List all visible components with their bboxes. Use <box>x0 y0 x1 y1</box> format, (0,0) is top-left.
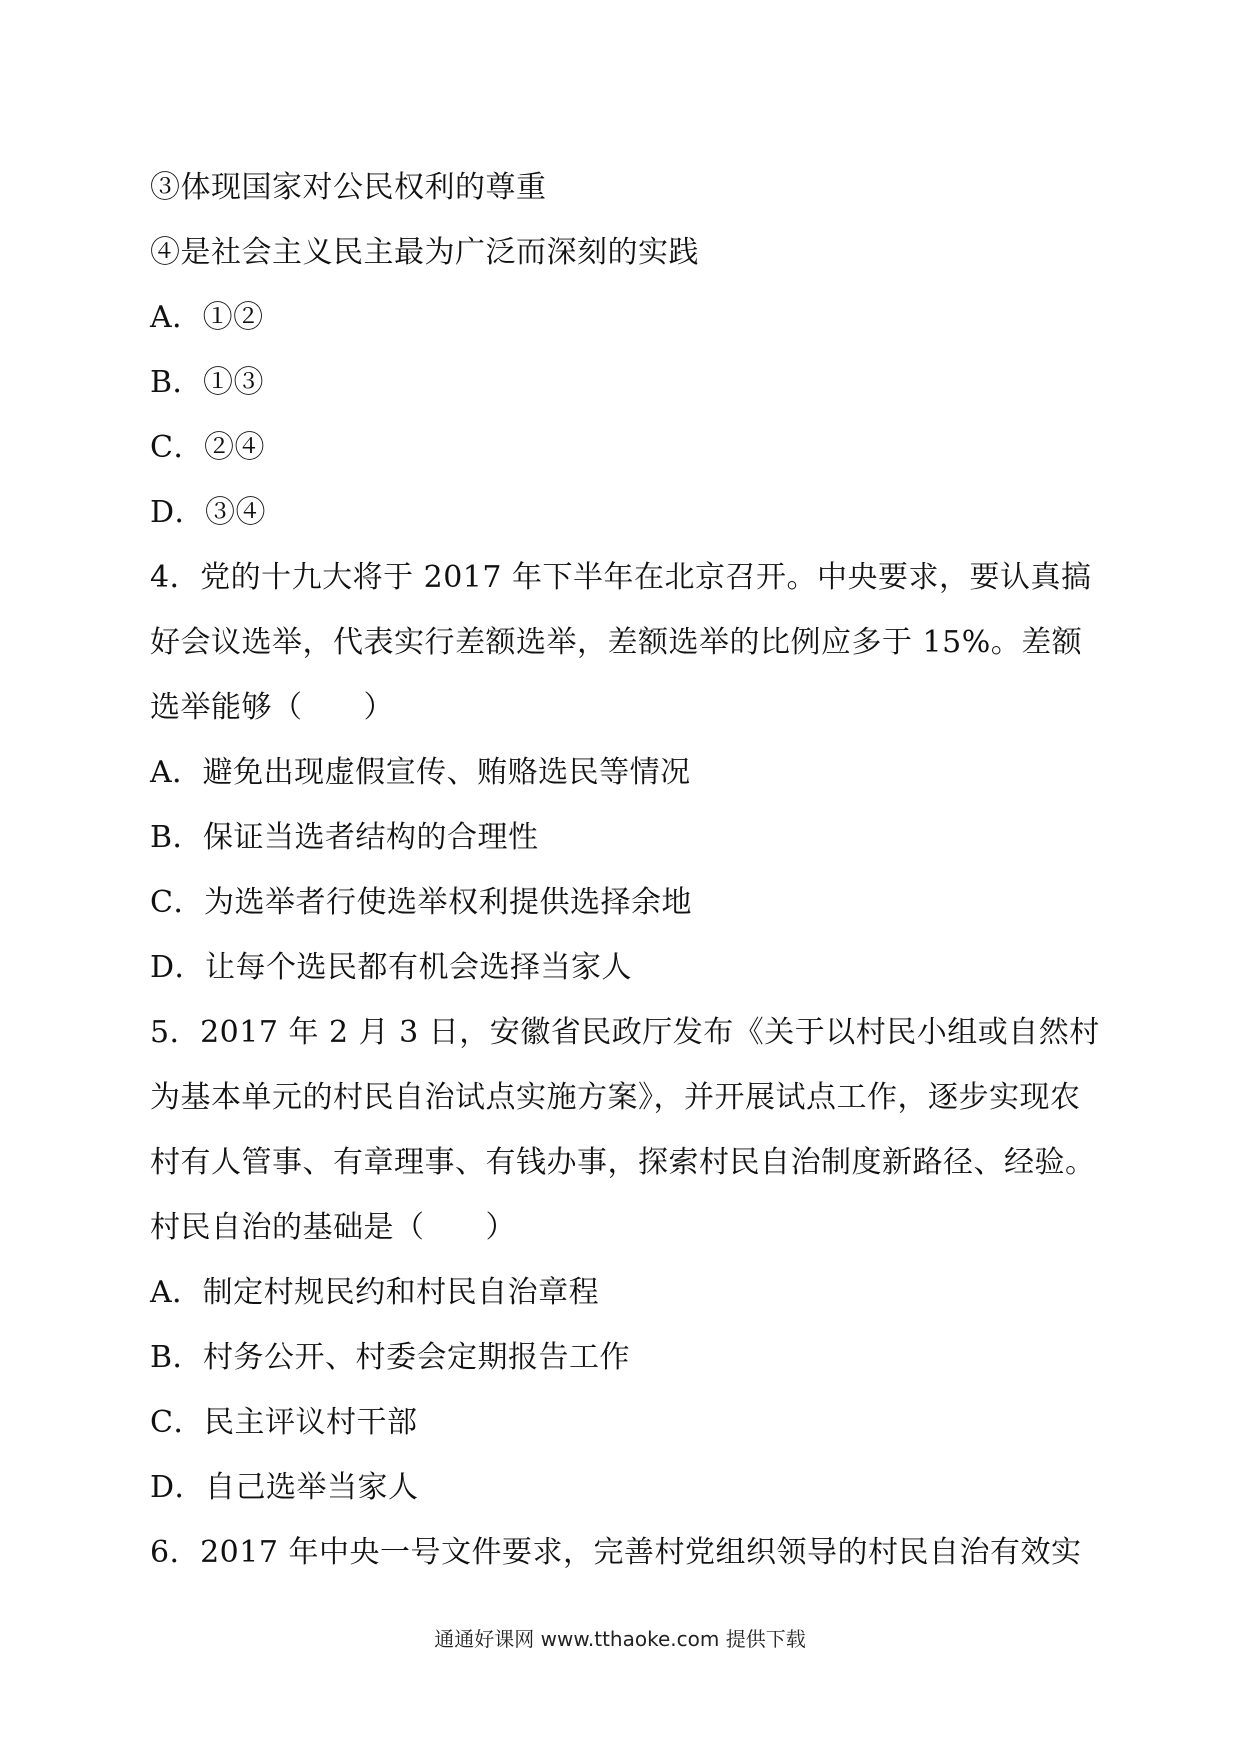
question-5-text: 村民自治的基础是（ ） <box>150 1210 516 1245</box>
question-5-text: 为基本单元的村民自治试点实施方案》，并开展试点工作，逐步实现农 <box>150 1080 1081 1115</box>
answer-option: D．自己选举当家人 <box>150 1470 419 1505</box>
answer-option: C．为选举者行使选举权利提供选择余地 <box>150 885 692 920</box>
answer-option: A．制定村规民约和村民自治章程 <box>150 1275 600 1310</box>
question-4-text: 选举能够（ ） <box>150 690 394 725</box>
answer-option: C．②④ <box>150 430 265 465</box>
document-body <box>150 155 1100 1585</box>
answer-option: A．避免出现虚假宣传、贿赂选民等情况 <box>150 755 691 790</box>
option-line: ④是社会主义民主最为广泛而深刻的实践 <box>150 235 699 270</box>
answer-option: D．③④ <box>150 495 267 530</box>
answer-option: D．让每个选民都有机会选择当家人 <box>150 950 633 985</box>
answer-option: B．村务公开、村委会定期报告工作 <box>150 1340 631 1375</box>
option-line: ③体现国家对公民权利的尊重 <box>150 170 547 205</box>
answer-option: C．民主评议村干部 <box>150 1405 418 1440</box>
answer-option: B．保证当选者结构的合理性 <box>150 820 539 855</box>
page-footer: 通通好课网 www.tthaoke.com 提供下载 <box>434 1627 806 1651</box>
question-5-text: 村有人管事、有章理事、有钱办事，探索村民自治制度新路径、经验。 <box>150 1145 1096 1180</box>
question-4-text: 4．党的十九大将于 2017 年下半年在北京召开。中央要求，要认真搞 <box>150 560 1092 595</box>
answer-option: B．①③ <box>150 365 265 400</box>
question-5-text: 5．2017 年 2 月 3 日，安徽省民政厅发布《关于以村民小组或自然村 <box>150 1015 1100 1050</box>
answer-option: A．①② <box>150 300 264 335</box>
question-4-text: 好会议选举，代表实行差额选举，差额选举的比例应多于 15%。差额 <box>150 625 1083 660</box>
question-6-text: 6．2017 年中央一号文件要求，完善村党组织领导的村民自治有效实 <box>150 1535 1082 1570</box>
